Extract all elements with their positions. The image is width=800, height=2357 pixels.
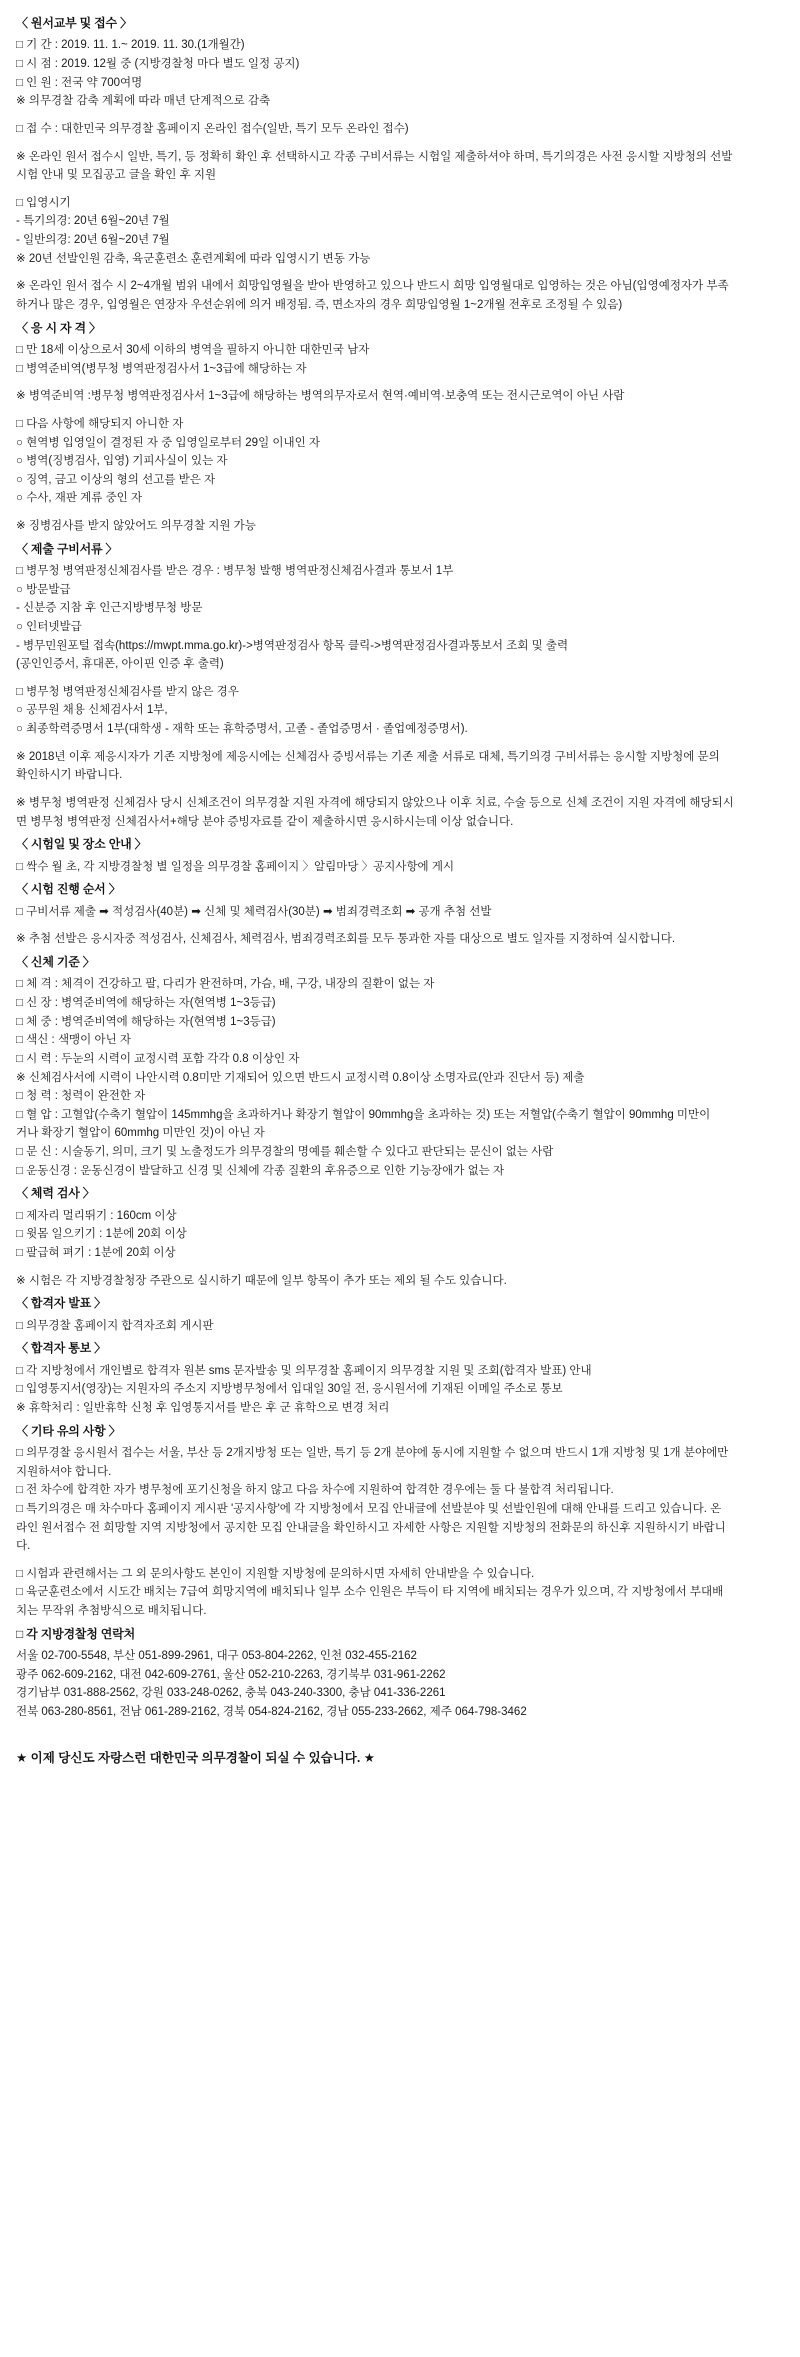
section-title: 〈 합격자 발표 〉	[16, 1296, 106, 1311]
section-line: □ 체 중 : 병역준비역에 해당하는 자(현역병 1~3등급)	[16, 1015, 276, 1028]
section-physical-standard	[16, 953, 784, 1180]
spacer	[16, 674, 784, 683]
closing-statement: ★ 이제 당신도 자랑스런 대한민국 의무경찰이 되실 수 있습니다. ★	[16, 1750, 376, 1765]
contact-line: 광주 062-609-2162, 대전 042-609-2761, 울산 052-210-2263, 경기북부 031-961-2262	[16, 1668, 446, 1681]
section-pass-notice	[16, 1339, 784, 1417]
section-line: ※ 시험은 각 지방경찰청장 주관으로 실시하기 때문에 일부 항목이 추가 또는 제외 될 수도 있습니다.	[16, 1274, 507, 1287]
section-other-notes	[16, 1422, 784, 1621]
section-line: 지원하셔야 합니다.	[16, 1465, 112, 1478]
section-line: □ 접 수 : 대한민국 의무경찰 홈페이지 온라인 접수(일반, 특기 모두 온라인 접수)	[16, 122, 409, 135]
section-line: □ 의무경찰 홈페이지 합격자조회 게시판	[16, 1319, 214, 1332]
section-documents	[16, 540, 784, 832]
section-exam-order	[16, 880, 784, 949]
section-line: □ 시 력 : 두눈의 시력이 교정시력 포함 각각 0.8 이상인 자	[16, 1052, 300, 1065]
spacer	[16, 185, 784, 194]
section-line: ○ 방문발급	[16, 583, 71, 596]
section-line: ※ 병무청 병역판정 신체검사 당시 신체조건이 의무경찰 지원 자격에 해당되지 않았으나 이후 치료, 수술 등으로 신체 조건이 지원 자격에 해당되시	[16, 796, 734, 809]
spacer	[16, 921, 784, 930]
section-line: □ 특기의경은 매 차수마다 홈페이지 게시판 '공지사항'에 각 지방청에서 모집 안내글에 선발분야 및 선발인원에 대해 안내를 드리고 있습니다. 온	[16, 1502, 722, 1515]
section-line: □ 제자리 멀리뛰기 : 160cm 이상	[16, 1209, 177, 1222]
section-line: ○ 병역(징병검사, 입영) 기피사실이 있는 자	[16, 455, 228, 468]
section-pass-announce	[16, 1294, 784, 1335]
section-line: □ 팔급혀 펴기 : 1분에 20회 이상	[16, 1246, 176, 1259]
section-line: ○ 공무원 채용 신체검사서 1부,	[16, 704, 168, 717]
section-line: 면 병무청 병역판정 신체검사서+해당 분야 증빙자료를 같이 제출하시면 응시하시는데 이상 없습니다.	[16, 815, 514, 828]
section-line: ※ 의무경찰 감축 계획에 따라 매년 단계적으로 감축	[16, 95, 271, 108]
section-line: ○ 수사, 재판 계류 중인 자	[16, 492, 143, 505]
section-line: - 특기의경: 20년 6월~20년 7월	[16, 215, 170, 228]
section-line: - 일반의경: 20년 6월~20년 7월	[16, 234, 170, 247]
section-line: ※ 온라인 원서 접수시 일반, 특기, 등 정확히 확인 후 선택하시고 각종 구비서류는 시험일 제출하셔야 하며, 특기의경은 사전 응시할 지방청의 선발	[16, 150, 733, 163]
section-line: □ 시 점 : 2019. 12월 중 (지방경찰청 마다 별도 일정 공지)	[16, 58, 300, 71]
section-line: ○ 인터넷발급	[16, 620, 82, 633]
spacer	[16, 139, 784, 148]
section-title: 〈 합격자 통보 〉	[16, 1341, 106, 1356]
section-recruit-overview	[16, 14, 784, 315]
section-title: □ 각 지방경찰청 연락처	[16, 1626, 135, 1641]
section-exam-place	[16, 835, 784, 876]
section-title: 〈 시험일 및 장소 안내 〉	[16, 837, 147, 852]
spacer	[16, 378, 784, 387]
section-title: 〈 원서교부 및 접수 〉	[16, 16, 132, 30]
section-line: 시험 안내 및 모집공고 글을 확인 후 지원	[16, 169, 217, 182]
section-line: - 신분증 지참 후 인근지방병무청 방문	[16, 602, 203, 615]
section-line: □ 혈 압 : 고혈압(수축기 혈압이 145mmhg을 초과하거나 확장기 혈압이 90mmhg을 초과하는 것) 또는 저혈압(수축기 혈압이 90mmhg 미만이	[16, 1108, 711, 1121]
section-line: 하거나 많은 경우, 입영월은 연장자 우선순위에 의거 배정됨. 즉, 면소자의 경우 희망입영월 1~2개월 전후로 조정될 수 있음)	[16, 298, 623, 311]
spacer	[16, 508, 784, 517]
section-line: ※ 온라인 원서 접수 시 2~4개월 범위 내에서 희망입영월을 받아 반영하고 있으나 반드시 희망 입영월대로 입영하는 것은 아님(입영예정자가 부족	[16, 280, 729, 293]
spacer	[16, 111, 784, 120]
section-line: ※ 병역준비역 :병무청 병역판정검사서 1~3급에 해당하는 병역의무자로서 현역·예비역·보충역 또는 전시근로역이 아닌 사람	[16, 390, 625, 403]
section-line: □ 문 신 : 시술동기, 의미, 크기 및 노출정도가 의무경찰의 명예를 훼손할 수 있다고 판단되는 문신이 없는 사람	[16, 1146, 554, 1158]
section-title: 〈 제출 구비서류 〉	[16, 541, 118, 556]
section-line: □ 병역준비역(병무청 병역판정검사서 1~3급에 해당하는 자	[16, 362, 307, 375]
contact-line: 서울 02-700-5548, 부산 051-899-2961, 대구 053-804-2262, 인천 032-455-2162	[16, 1650, 417, 1663]
section-line: (공인인증서, 휴대폰, 아이핀 인증 후 출력)	[16, 658, 224, 671]
section-title: 〈 기타 유의 사항 〉	[16, 1423, 121, 1438]
spacer	[16, 268, 784, 277]
section-line: 거나 확장기 혈압이 60mmhg 미만인 것)이 아닌 자	[16, 1127, 265, 1140]
spacer	[16, 1263, 784, 1272]
section-line: □ 다음 사항에 해당되지 아니한 자	[16, 417, 184, 430]
section-line: ○ 현역병 입영일이 결정된 자 중 입영일로부터 29일 이내인 자	[16, 436, 320, 449]
section-line: - 병무민원포털 접속(https://mwpt.mma.go.kr)->병역판정검사 항목 클릭->병역판정검사결과통보서 조회 및 출력	[16, 639, 569, 652]
section-line: □ 시험과 관련해서는 그 외 문의사항도 본인이 지원할 지방청에 문의하시면 자세히 안내받을 수 있습니다.	[16, 1567, 535, 1580]
section-line: ○ 징역, 금고 이상의 형의 선고를 받은 자	[16, 473, 216, 486]
section-line: □ 색신 : 색맹이 아닌 자	[16, 1034, 131, 1047]
section-line: □ 인 원 : 전국 약 700여명	[16, 76, 143, 89]
section-line: ※ 2018년 이후 제응시자가 기존 지방청에 제응시에는 신체검사 증빙서류는 기존 제출 서류로 대체, 특기의경 구비서류는 응시할 지방청에 문의	[16, 750, 720, 763]
section-line: □ 청 력 : 청력이 완전한 자	[16, 1090, 146, 1103]
section-line: ○ 최종학력증명서 1부(대학생 - 재학 또는 휴학증명서, 고졸 - 졸업증명서 · 졸업예정증명서).	[16, 723, 468, 736]
section-line: ※ 추첨 선발은 응시자중 적성검사, 신체검사, 체력검사, 범죄경력조회를 모두 통과한 자를 대상으로 별도 일자를 지정하여 실시합니다.	[16, 933, 676, 946]
section-line: 다.	[16, 1540, 31, 1553]
section-line: □ 구비서류 제출 ➡ 적성검사(40분) ➡ 신체 및 체력검사(30분) ➡ 범죄경력조회 ➡ 공개 추첨 선발	[16, 905, 492, 918]
section-line: □ 운동신경 : 운동신경이 발달하고 신경 및 신체에 각종 질환의 후유증으로 인한 기능장애가 없는 자	[16, 1164, 505, 1177]
spacer	[16, 785, 784, 794]
section-line: ※ 징병검사를 받지 않았어도 의무경찰 지원 가능	[16, 520, 256, 532]
section-line: 라인 원서접수 전 희망할 지역 지방청에서 공지한 모집 안내글을 확인하시고 자세한 사항은 지원할 지방청의 전화문의 하신후 지원하시기 바랍니	[16, 1521, 726, 1534]
section-line: □ 전 차수에 합격한 자가 병무청에 포기신청을 하지 않고 다음 차수에 지원하여 합격한 경우에는 둘 다 불합격 처리됩니다.	[16, 1484, 614, 1497]
spacer	[16, 1556, 784, 1565]
section-line: □ 각 지방청에서 개인별로 합격자 원본 sms 문자발송 및 의무경찰 홈페이지 의무경찰 지원 및 조회(합격자 발표) 안내	[16, 1364, 592, 1377]
section-line: 치는 무작위 추첨방식으로 배치됩니다.	[16, 1605, 207, 1617]
section-line: ※ 신체검사서에 시력이 나안시력 0.8미만 기재되어 있으면 반드시 교정시력 0.8이상 소명자료(안과 진단서 등) 제출	[16, 1071, 585, 1084]
section-title: 〈 체력 검사 〉	[16, 1186, 95, 1201]
section-line: □ 육군훈련소에서 시도간 배치는 7급여 희망지역에 배치되나 일부 소수 인원은 부득이 타 지역에 배치되는 경우가 있으며, 각 지방청에서 부대배	[16, 1586, 724, 1599]
section-line: 확인하시기 바랍니다.	[16, 769, 123, 782]
section-title: 〈 신체 기준 〉	[16, 954, 95, 969]
section-line: □ 의무경찰 응시원서 접수는 서울, 부산 등 2개지방청 또는 일반, 특기 등 2개 분야에 동시에 지원할 수 없으며 반드시 1개 지방청 및 1개 분야에만	[16, 1447, 729, 1459]
spacer	[16, 406, 784, 415]
section-line: ※ 20년 선발인원 감축, 육군훈련소 훈련계획에 따라 입영시기 변동 가능	[16, 252, 371, 265]
section-line: □ 입영시기	[16, 196, 71, 209]
section-qualification	[16, 319, 784, 536]
section-line: □ 만 18세 이상으로서 30세 이하의 병역을 필하지 아니한 대한민국 남자	[16, 344, 370, 356]
section-line: □ 싹수 월 초, 각 지방경찰청 별 일정을 의무경찰 홈페이지 〉알림마당 〉공지사항에 게시	[16, 860, 455, 873]
section-line: □ 윗몸 일으키기 : 1분에 20회 이상	[16, 1228, 187, 1241]
section-line: ※ 휴학처리 : 일반휴학 신청 후 입영통지서를 받은 후 군 휴학으로 변경 처리	[16, 1401, 390, 1414]
section-line: □ 체 격 : 체격이 건강하고 팔, 다리가 완전하며, 가슴, 배, 구강, 내장의 질환이 없는 자	[16, 978, 435, 991]
section-line: □ 입영통지서(영장)는 지원자의 주소지 지방병무청에서 입대일 30일 전, 응시원서에 기재된 이메일 주소로 통보	[16, 1383, 563, 1396]
section-fitness-test	[16, 1184, 784, 1290]
section-line: □ 병무청 병역판정신체검사를 받지 않은 경우	[16, 685, 239, 698]
section-title: 〈 응 시 자 격 〉	[16, 320, 101, 335]
contact-line: 경기남부 031-888-2562, 강원 033-248-0262, 충북 043-240-3300, 충남 041-336-2261	[16, 1687, 446, 1700]
section-line: □ 기 간 : 2019. 11. 1.~ 2019. 11. 30.(1개월간)	[16, 39, 245, 52]
section-contacts	[16, 1625, 784, 1722]
section-line: □ 신 장 : 병역준비역에 해당하는 자(현역병 1~3등급)	[16, 997, 276, 1009]
section-title: 〈 시험 진행 순서 〉	[16, 882, 121, 897]
spacer	[16, 739, 784, 748]
section-line: □ 병무청 병역판정신체검사를 받은 경우 : 병무청 발행 병역판정신체검사결과 통보서 1부	[16, 565, 454, 578]
contact-line: 전북 063-280-8561, 전남 061-289-2162, 경북 054-824-2162, 경남 055-233-2662, 제주 064-798-3462	[16, 1705, 527, 1718]
